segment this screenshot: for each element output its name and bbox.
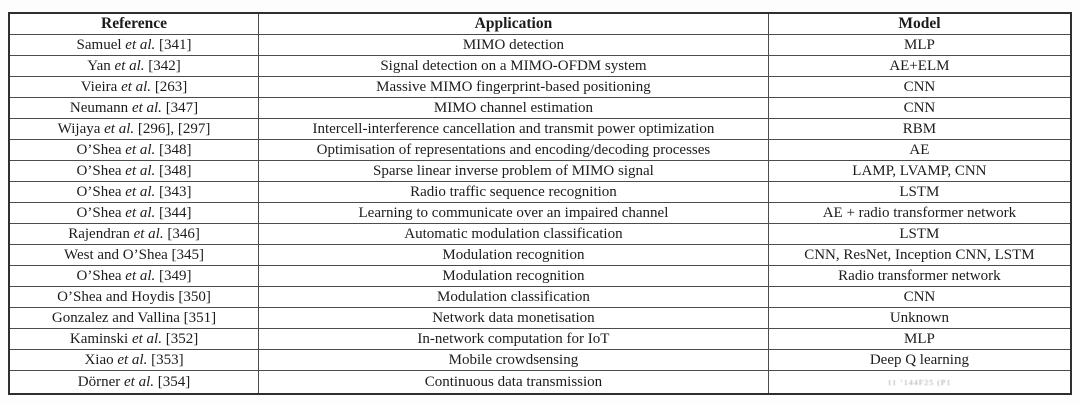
reference-authors: Yan xyxy=(87,58,115,74)
model-cell: MLP xyxy=(768,329,1071,350)
reference-authors: O’Shea xyxy=(76,205,126,221)
reference-citation-number: [348] xyxy=(155,163,192,179)
reference-cell xyxy=(9,56,259,77)
reference-citation-number: [347] xyxy=(161,100,199,116)
reference-authors: O’Shea xyxy=(76,163,126,179)
reference-etal: et al. xyxy=(131,100,162,116)
model-cell: LSTM xyxy=(768,224,1071,245)
reference-cell xyxy=(9,371,259,395)
model-cell: MLP xyxy=(768,35,1071,56)
reference-etal: et al. xyxy=(125,163,156,179)
table-row xyxy=(9,203,1071,224)
application-cell: Optimisation of representations and encoding/decoding processes xyxy=(259,140,769,161)
reference-citation-number: [341] xyxy=(155,37,192,53)
reference-authors: Dörner xyxy=(77,374,125,390)
table-body xyxy=(9,35,1071,395)
application-cell: Continuous data transmission xyxy=(259,371,769,395)
model-cell: Radio transformer network xyxy=(768,266,1071,287)
application-cell: Sparse linear inverse problem of MIMO signal xyxy=(259,161,769,182)
model-cell: CNN xyxy=(768,98,1071,119)
application-cell: Signal detection on a MIMO-OFDM system xyxy=(259,56,769,77)
table-row xyxy=(9,140,1071,161)
reference-cell xyxy=(9,182,259,203)
reference-cell xyxy=(9,245,259,266)
reference-authors: Neumann xyxy=(69,100,132,116)
column-header-reference: Reference xyxy=(9,13,259,35)
reference-citation-number: [344] xyxy=(155,205,192,221)
table-row xyxy=(9,35,1071,56)
table-row xyxy=(9,161,1071,182)
reference-application-model-table xyxy=(8,12,1072,395)
table-row xyxy=(9,245,1071,266)
reference-etal: et al. xyxy=(124,374,155,390)
reference-etal: et al. xyxy=(125,37,156,53)
reference-cell xyxy=(9,98,259,119)
reference-citation-number: [349] xyxy=(155,268,192,284)
reference-citation-number: [346] xyxy=(163,226,200,242)
reference-cell xyxy=(9,161,259,182)
application-cell: Learning to communicate over an impaired channel xyxy=(259,203,769,224)
table-row xyxy=(9,266,1071,287)
reference-authors: West and O’Shea [345] xyxy=(64,247,205,263)
reference-citation-number: [352] xyxy=(161,331,199,347)
reference-etal: et al. xyxy=(104,121,135,137)
reference-etal: et al. xyxy=(121,79,152,95)
table-row xyxy=(9,287,1071,308)
reference-etal: et al. xyxy=(131,331,162,347)
reference-authors: O’Shea xyxy=(76,142,126,158)
application-cell: In-network computation for IoT xyxy=(259,329,769,350)
application-cell: Intercell-interference cancellation and transmit power optimization xyxy=(259,119,769,140)
model-cell: CNN xyxy=(768,287,1071,308)
reference-etal: et al. xyxy=(133,226,164,242)
reference-cell xyxy=(9,287,259,308)
reference-etal: et al. xyxy=(125,142,156,158)
application-cell: Mobile crowdsensing xyxy=(259,350,769,371)
table-row xyxy=(9,350,1071,371)
model-cell: Deep Q learning xyxy=(768,350,1071,371)
reference-etal: et al. xyxy=(125,205,156,221)
reference-authors: Gonzalez and Vallina [351] xyxy=(51,310,217,326)
reference-cell xyxy=(9,77,259,98)
reference-authors: Kaminski xyxy=(69,331,132,347)
reference-authors: O’Shea xyxy=(76,184,126,200)
reference-citation-number: [354] xyxy=(154,374,191,390)
model-cell: CNN, ResNet, Inception CNN, LSTM xyxy=(768,245,1071,266)
reference-cell xyxy=(9,35,259,56)
model-cell: LAMP, LVAMP, CNN xyxy=(768,161,1071,182)
application-cell: Modulation recognition xyxy=(259,245,769,266)
reference-cell xyxy=(9,140,259,161)
reference-citation-number: [342] xyxy=(144,58,181,74)
table-row xyxy=(9,308,1071,329)
application-cell: Modulation recognition xyxy=(259,266,769,287)
reference-etal: et al. xyxy=(125,268,156,284)
model-cell: AE xyxy=(768,140,1071,161)
application-cell: MIMO detection xyxy=(259,35,769,56)
model-cell: CNN xyxy=(768,77,1071,98)
reference-authors: Xiao xyxy=(84,352,118,368)
reference-etal: et al. xyxy=(114,58,145,74)
reference-citation-number: [353] xyxy=(147,352,184,368)
application-cell: Modulation classification xyxy=(259,287,769,308)
application-cell: Massive MIMO fingerprint-based positioning xyxy=(259,77,769,98)
table-row xyxy=(9,371,1071,395)
reference-authors: Samuel xyxy=(76,37,126,53)
application-cell: MIMO channel estimation xyxy=(259,98,769,119)
reference-cell xyxy=(9,224,259,245)
application-cell: Radio traffic sequence recognition xyxy=(259,182,769,203)
reference-authors: Rajendran xyxy=(68,226,134,242)
reference-cell xyxy=(9,329,259,350)
column-header-model: Model xyxy=(768,13,1071,35)
reference-etal: et al. xyxy=(125,184,156,200)
reference-cell xyxy=(9,350,259,371)
column-header-application: Application xyxy=(259,13,769,35)
reference-authors: O’Shea and Hoydis [350] xyxy=(57,289,211,305)
illegible-faded-text: 11 ’144F25 (P1 xyxy=(887,378,952,387)
reference-citation-number: [348] xyxy=(155,142,192,158)
table-header-row xyxy=(9,13,1071,35)
model-cell: AE+ELM xyxy=(768,56,1071,77)
table-row xyxy=(9,182,1071,203)
model-cell: Unknown xyxy=(768,308,1071,329)
model-cell: RBM xyxy=(768,119,1071,140)
model-cell: AE + radio transformer network xyxy=(768,203,1071,224)
table-row xyxy=(9,224,1071,245)
reference-citation-number: [263] xyxy=(151,79,188,95)
application-cell: Network data monetisation xyxy=(259,308,769,329)
reference-authors: O’Shea xyxy=(76,268,126,284)
table-row xyxy=(9,98,1071,119)
reference-cell xyxy=(9,308,259,329)
reference-authors: Wijaya xyxy=(57,121,105,137)
model-cell: LSTM xyxy=(768,182,1071,203)
reference-cell xyxy=(9,203,259,224)
table-row xyxy=(9,329,1071,350)
application-cell: Automatic modulation classification xyxy=(259,224,769,245)
reference-etal: et al. xyxy=(117,352,148,368)
reference-cell xyxy=(9,119,259,140)
table-row xyxy=(9,119,1071,140)
reference-cell xyxy=(9,266,259,287)
table-row xyxy=(9,56,1071,77)
model-cell xyxy=(768,371,1071,395)
reference-citation-number: [296], [297] xyxy=(134,121,211,137)
table-row xyxy=(9,77,1071,98)
reference-authors: Vieira xyxy=(80,79,122,95)
reference-citation-number: [343] xyxy=(155,184,192,200)
